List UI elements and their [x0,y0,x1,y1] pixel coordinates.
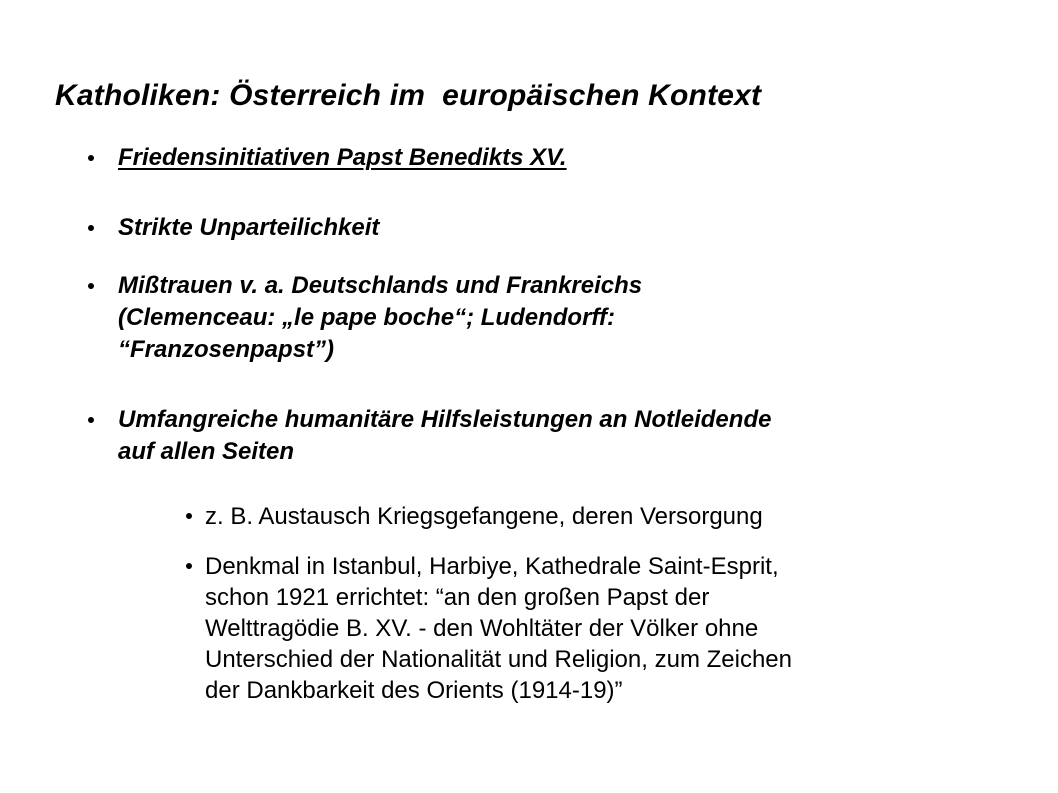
subbullet-prisoner-exchange [205,501,995,532]
bullet-line: Friedensinitiativen Papst Benedikts XV. [118,144,567,171]
bullet-line: “Franzosenpapst”) [118,336,335,363]
subbullet-line: Unterschied der Nationalität und Religion, zum Zeichen [205,646,792,673]
bullet-mistrust [118,270,1018,366]
subbullet-line: z. B. Austausch Kriegsgefangene, deren Versorgung [205,503,763,530]
bullet-dot-icon [88,155,94,161]
subbullet-line: schon 1921 errichtet: “an den großen Papst der [205,584,710,611]
subbullet-line: Denkmal in Istanbul, Harbiye, Kathedrale Saint-Esprit, [205,553,779,580]
bullet-dot-icon [88,417,94,423]
bullet-dot-icon [88,225,94,231]
bullet-line: (Clemenceau: „le pape boche“; Ludendorff: [118,304,615,331]
bullet-dot-icon [186,563,192,569]
bullet-line: Strikte Unparteilichkeit [118,214,380,241]
bullet-humanitarian-aid [118,404,1018,468]
bullet-peace-initiatives [118,142,1018,174]
subbullet-line: der Dankbarkeit des Orients (1914-19)” [205,677,623,704]
bullet-dot-icon [88,283,94,289]
bullet-impartiality [118,212,1018,244]
bullet-line: Mißtrauen v. a. Deutschlands und Frankreichs [118,272,643,299]
bullet-line: auf allen Seiten [118,438,295,465]
slide-title: Katholiken: Österreich im europäischen Kontext [55,79,762,112]
bullet-dot-icon [186,513,192,519]
bullet-line: Umfangreiche humanitäre Hilfsleistungen an Notleidende [118,406,772,433]
subbullet-line: Welttragödie B. XV. - den Wohltäter der Völker ohne [205,615,759,642]
subbullet-monument-istanbul [205,551,995,706]
